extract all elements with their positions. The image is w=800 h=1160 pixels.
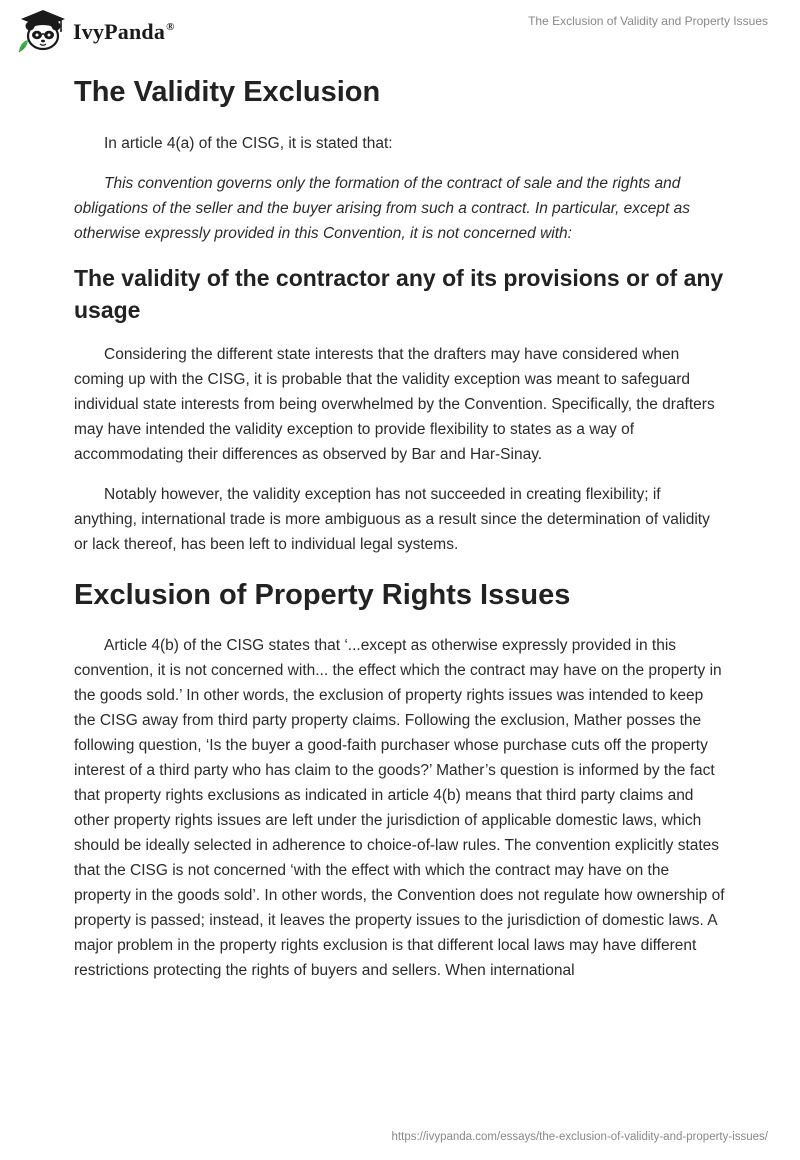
page-header [0, 0, 800, 70]
subheading-validity-of-contract: The validity of the contractor any of its provisions or of any usage [74, 265, 724, 323]
registered-mark: ® [166, 21, 175, 33]
panda-graduation-cap-icon [15, 8, 71, 54]
paragraph-notably: Notably however, the validity exception has not succeeded in creating flexibility; if anything, international trade is more ambiguous as a result since the determination of validity or lack thereof, has been left to individual legal systems. [74, 486, 710, 553]
paragraph-article-4b: Article 4(b) of the CISG states that ‘...except as otherwise expressly provided in this convention, it is not concerned with... the effect which the contract may have on the property in the goods sold.’ In other words, the exclusion of property rights issues was intended to keep the CISG away from third party property claims. Following the exclusion, Mather posses the following question, ‘Is the buyer a good-faith purchaser whose purchase cuts off the property interest of a third party who has claim to the goods?’ Mather’s question is informed by the fact that property rights exclusions as indicated in article 4(b) means that third party claims and other property rights issues are left under the jurisdiction of applicable domestic laws, which should be ideally selected in adherence to choice-of-law rules. The convention explicitly states that the CISG is not concerned ‘with the effect with which the contract may have on the property in the goods sold’. In other words, the Convention does not regulate how ownership of property is passed; instead, it leaves the property issues to the jurisdiction of domestic laws. A major problem in the property rights exclusion is that different local laws may have different restrictions protecting the rights of buyers and sellers. When international [74, 637, 725, 979]
brand-name: IvyPanda® [73, 19, 175, 44]
ivypanda-logo[interactable] [15, 8, 175, 54]
heading-validity-exclusion: The Validity Exclusion [74, 76, 381, 108]
paragraph-intro: In article 4(a) of the CISG, it is stated that: [104, 135, 393, 152]
document-title: The Exclusion of Validity and Property Issues [528, 14, 768, 28]
paragraph-considering: Considering the different state interests that the drafters may have considered when coming up with the CISG, it is probable that the validity exception was meant to safeguard individual state interests from being overwhelmed by the Convention. Specifically, the drafters may have intended the validity exception to provide flexibility to states as a way of accommodating their differences as observed by Bar and Har-Sinay. [74, 346, 715, 463]
heading-property-rights-exclusion: Exclusion of Property Rights Issues [74, 579, 571, 611]
essay-body [74, 70, 726, 983]
footer-source-url[interactable]: https://ivypanda.com/essays/the-exclusion-of-validity-and-property-issues/ [391, 1131, 768, 1143]
paragraph-quote: This convention governs only the formation of the contract of sale and the rights and obligations of the seller and the buyer arising from such a contract. In particular, except as otherwise expressly provided in this Convention, it is not concerned with: [74, 175, 691, 242]
